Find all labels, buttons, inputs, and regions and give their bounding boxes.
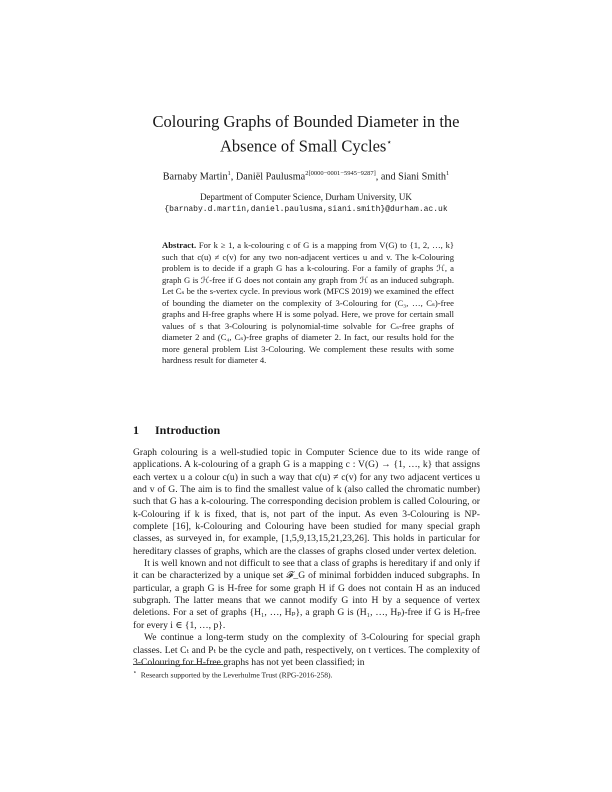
author-3-affil: 1 <box>445 170 450 177</box>
author-1-affil: 1 <box>227 170 231 177</box>
title-line-1: Colouring Graphs of Bounded Diameter in the <box>152 112 460 131</box>
footnote-mark: ⋆ <box>133 670 137 676</box>
affiliation-block <box>60 192 552 215</box>
abstract-text: For k ≥ 1, a k-colouring c of G is a mapping from V(G) to {1, 2, …, k} such that c(u) ≠ c(v) for any two non-adjacent vertices u and v. The k-Colouring problem is to decide if a graph G has a k-colouring. For a family of graphs ℋ, a graph G is ℋ-free if G does not contain any graph from ℋ as an induced subgraph. Let Cₛ be the s-vertex cycle. In previous work (MFCS 2019) we examined the effect of bounding the diameter on the complexity of 3-Colouring for (C₃, …, Cₛ)-free graphs and H-free graphs where H is some polyad. Here, we prove for certain small values of s that 3-Colouring is polynomial-time solvable for Cₛ-free graphs of diameter 2 and (C₄, Cₛ)-free graphs of diameter 2. In fact, our results hold for the more general problem List 3-Colouring. We complement these results with some hardness result for diameter 4. <box>162 240 454 365</box>
author-3: , and Siani Smith <box>375 171 446 183</box>
footnote <box>133 668 480 681</box>
body-text <box>133 447 480 669</box>
section-title: Introduction <box>155 423 221 437</box>
paper-title <box>100 111 512 157</box>
affiliation-department: Department of Computer Science, Durham University, UK <box>200 192 412 202</box>
footnote-divider <box>133 664 223 665</box>
author-2-orcid: 2[0000−0001−5945−9287] <box>305 170 376 177</box>
abstract-keyword: Abstract. <box>162 240 197 250</box>
title-line-2 <box>100 132 512 157</box>
author-1: Barnaby Martin <box>162 171 228 183</box>
paragraph-1: Graph colouring is a well-studied topic in Computer Science due to its wide range of applications. A k-colouring of a graph G is a mapping c : V(G) → {1, …, k} that assigns each vertex u a colour c(u) in such a way that c(u) ≠ c(v) for any two adjacent vertices u and v of G. The aim is to find the smallest value of k (also called the chromatic number) such that G has a k-colouring. The corresponding decision problem is called Colouring, or k-Colouring if k is fixed, that is, not part of the input. As even 3-Colouring is NP-complete [16], k-Colouring and Colouring have been studied for many special graph classes, as surveyed in, for example, [1,5,9,13,15,21,23,26]. This holds in particular for hereditary classes of graphs, which are the classes of graphs closed under vertex deletion. <box>133 447 480 557</box>
author-emails: {barnaby.d.martin,daniel.paulusma,siani.smith}@durham.ac.uk <box>164 204 448 214</box>
footnote-text: Research supported by the Leverhulme Trust (RPG-2016-258). <box>140 670 333 680</box>
paragraph-2: It is well known and not difficult to see that a class of graphs is hereditary if and only if it can be characterized by a unique set 𝓕_G of minimal forbidden induced subgraphs. In particular, a graph G is H-free for some graph H if G does not contain H as an induced subgraph. The latter means that we cannot modify G into H by a sequence of vertex deletions. For a set of graphs {H₁, …, Hₚ}, a graph G is (H₁, …, Hₚ)-free if G is Hᵢ-free for every i ∈ {1, …, p}. <box>133 558 480 631</box>
section-heading <box>133 423 220 438</box>
section-number: 1 <box>133 423 139 437</box>
title-line-2-text: Absence of Small Cycles <box>220 136 387 156</box>
title-footnote-mark: ⋆ <box>386 137 392 147</box>
author-2: , Daniël Paulusma <box>230 171 306 183</box>
author-list <box>60 167 552 183</box>
paragraph-3: We continue a long-term study on the complexity of 3-Colouring for special graph classes. Let Cₜ and Pₜ be the cycle and path, respectively, on t vertices. The complexity of 3-Colouring for H-free graphs has not yet been classified; in <box>133 632 480 668</box>
abstract <box>162 240 454 367</box>
